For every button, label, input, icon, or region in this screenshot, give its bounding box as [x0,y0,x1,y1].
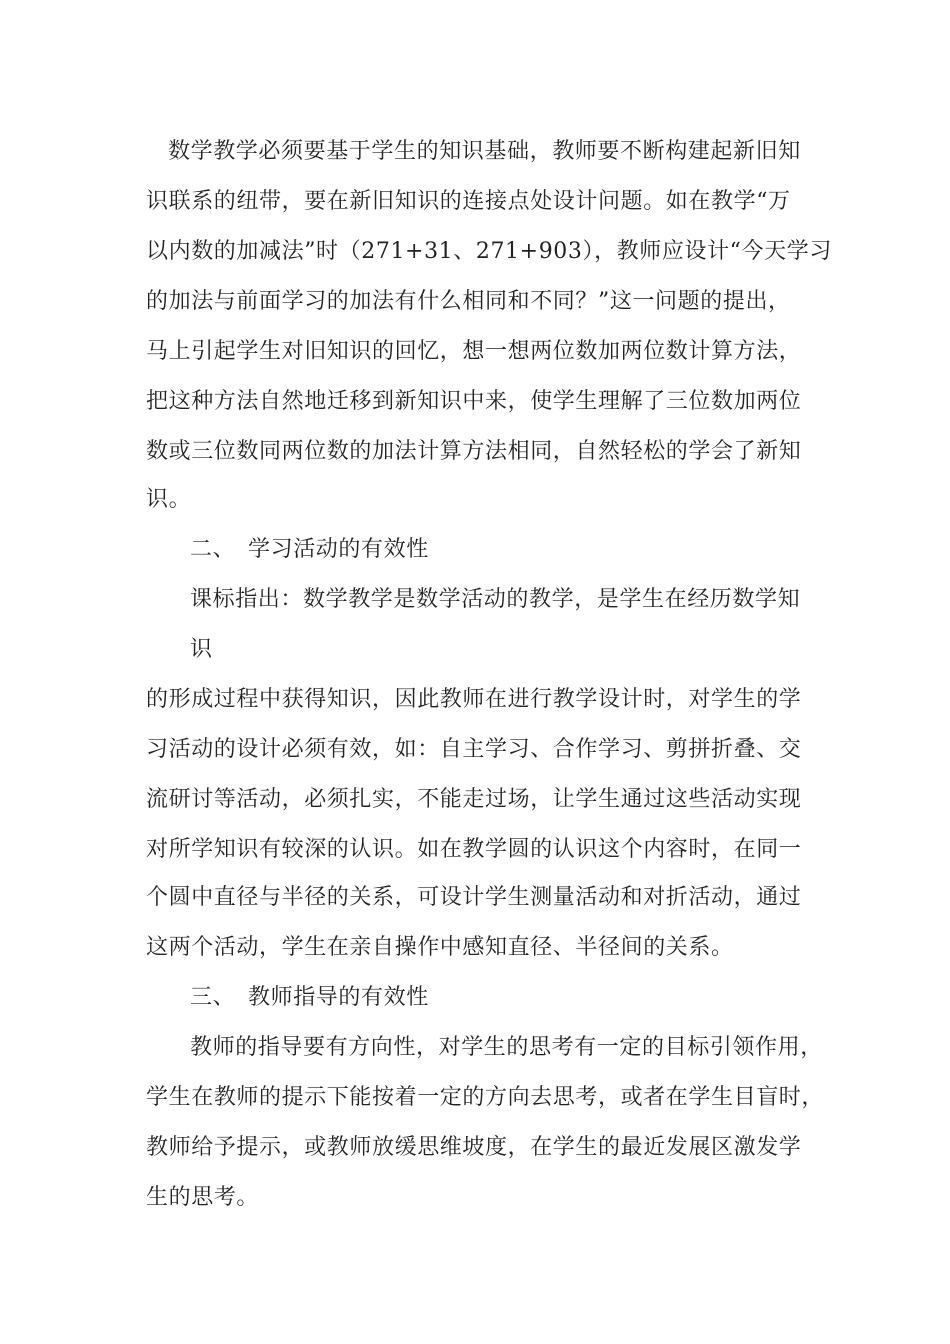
section-heading-2 [190,535,429,565]
paragraph-3-line-1: 教师的指导要有方向性，对学生的思考有一定的目标引领作用， [190,1035,823,1060]
paragraph-1-line-5: 马上引起学生对旧知识的回忆，想一想两位数加两位数计算方法， [146,339,802,364]
section-heading-2-title: 学习活动的有效性 [248,537,429,562]
paragraph-1-line-6: 把这种方法自然地迁移到新知识中来，使学生理解了三位数加两位 [146,389,802,414]
paragraph-1-line-1: 数学教学必须要基于学生的知识基础，教师要不断构建起新旧知 [168,139,801,164]
section-heading-2-number: 二、 [190,537,236,562]
paragraph-2-line-6: 这两个活动，学生在亲自操作中感知直径、半径间的关系。 [146,935,734,960]
paragraph-3-line-2: 学生在教师的提示下能按着一定的方向去思考，或者在学生目盲时， [146,1085,825,1110]
paragraph-2-line-1: 的形成过程中获得知识，因此教师在进行教学设计时，对学生的学 [146,687,802,712]
section-heading-3-number: 三、 [190,985,236,1010]
paragraph-2-line-3: 流研讨等活动，必须扎实，不能走过场，让学生通过这些活动实现 [146,787,802,812]
paragraph-3-line-4: 生的思考。 [146,1185,260,1210]
paragraph-3-line-3: 教师给予提示，或教师放缓思维坡度，在学生的最近发展区激发学 [146,1135,802,1160]
paragraph-1-line-3: 以内数的加减法”时（271+31、271+903），教师应设计“今天学习 [146,239,832,264]
paragraph-1-line-7: 数或三位数同两位数的加法计算方法相同，自然轻松的学会了新知 [146,439,802,464]
section-heading-3 [190,983,429,1013]
paragraph-2-lead-line-2: 识 [190,637,213,662]
paragraph-1-line-8: 识。 [146,487,192,512]
section-heading-3-title: 教师指导的有效性 [248,985,429,1010]
paragraph-1-line-2: 识联系的纽带，要在新旧知识的连接点处设计问题。如在教学“万 [146,189,791,214]
paragraph-1-line-4: 的加法与前面学习的加法有什么相同和不同？”这一问题的提出， [146,289,791,314]
paragraph-2-line-2: 习活动的设计必须有效，如：自主学习、合作学习、剪拼折叠、交 [146,737,802,762]
paragraph-2-line-5: 个圆中直径与半径的关系，可设计学生测量活动和对折活动，通过 [146,885,802,910]
paragraph-2-lead-line-1: 课标指出：数学教学是数学活动的教学，是学生在经历数学知 [190,587,801,612]
paragraph-2-line-4: 对所学知识有较深的认识。如在教学圆的认识这个内容时，在同一 [146,837,802,862]
